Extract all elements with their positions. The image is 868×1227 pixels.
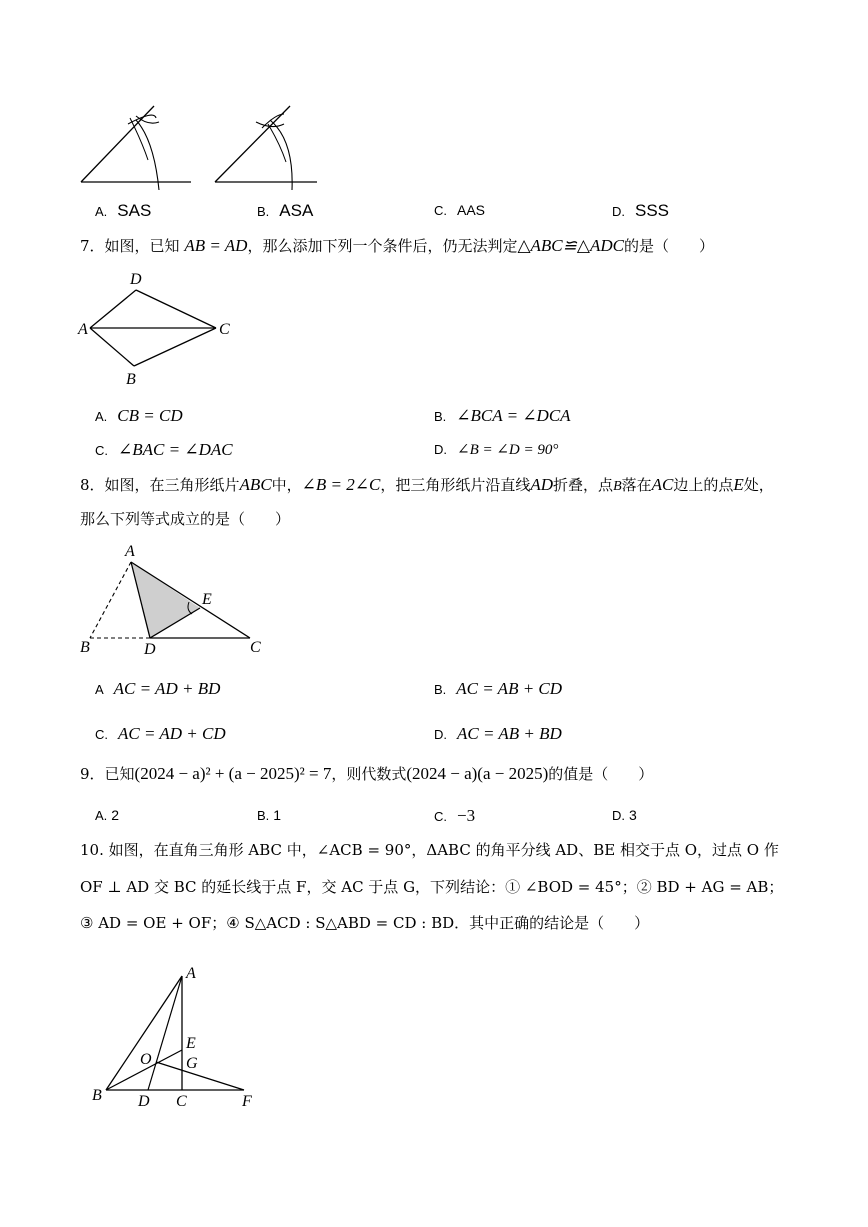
q9-option-d[interactable]: [612, 806, 637, 824]
option-text: 2: [111, 807, 120, 823]
option-label: D.: [434, 727, 447, 742]
option-text: AC = AD + BD: [113, 679, 221, 698]
q8-option-a[interactable]: [95, 679, 220, 699]
label-g: G: [186, 1055, 198, 1072]
stem-text: OF ⊥ AD 交 BC 的延长线于点 F，交 AC 于点 G，下列结论：① ∠BOD = 45°；② BD + AG = AB；: [80, 878, 784, 896]
option-label: D.: [612, 204, 625, 219]
stem-math: B: [613, 479, 622, 494]
option-text: AC = AB + BD: [457, 724, 562, 743]
q8-stem-line2: [80, 508, 290, 530]
option-label: A.: [95, 808, 108, 823]
label-o: O: [140, 1051, 152, 1068]
label-b: B: [80, 639, 90, 656]
option-text: AAS: [457, 202, 486, 218]
label-c: C: [219, 321, 230, 338]
q6-option-c[interactable]: [434, 201, 485, 219]
option-text: ASA: [279, 201, 314, 220]
stem-math: AB = AD: [184, 236, 248, 255]
option-label: A: [95, 682, 104, 697]
q10-figure: [86, 962, 276, 1112]
option-text: 1: [273, 807, 282, 823]
stem-text: 折叠，点: [553, 476, 614, 494]
option-label: B.: [257, 808, 270, 823]
stem-text: 的值是（ ）: [548, 765, 654, 783]
q7-option-d[interactable]: [434, 440, 558, 459]
option-label: C.: [95, 727, 108, 742]
stem-text: 7．如图，已知: [80, 237, 180, 255]
q9-option-a[interactable]: [95, 806, 119, 824]
option-label: B.: [257, 204, 270, 219]
q8-figure: [76, 540, 276, 660]
stem-text: ③ AD = OE + OF；④ S△ACD : S△ABD = CD : BD．其中正确的结论是（ ）: [80, 914, 650, 932]
label-e: E: [186, 1035, 196, 1052]
label-c: C: [176, 1093, 187, 1110]
q7-option-a[interactable]: [95, 406, 183, 426]
option-label: A.: [95, 204, 108, 219]
stem-math: ABC: [239, 475, 272, 494]
q7-option-c[interactable]: [95, 440, 233, 460]
stem-math: (2024 − a)(a − 2025): [406, 764, 549, 783]
option-label: D.: [612, 808, 625, 823]
option-text: AC = AD + CD: [118, 724, 226, 743]
q8-option-b[interactable]: [434, 679, 562, 699]
q8-option-c[interactable]: [95, 724, 226, 744]
stem-text: ，则代数式: [331, 765, 407, 783]
q10-stem-line3: [80, 912, 649, 934]
option-text: SAS: [117, 201, 152, 220]
option-label: D.: [434, 442, 447, 457]
label-a: A: [125, 543, 135, 560]
option-label: A.: [95, 409, 108, 424]
option-text: ∠BCA = ∠DCA: [456, 406, 571, 425]
label-d: D: [144, 641, 156, 658]
q6-option-b[interactable]: [257, 201, 313, 221]
q9-option-b[interactable]: [257, 806, 281, 824]
q10-stem-line1: [80, 839, 779, 861]
q6-option-d[interactable]: [612, 201, 669, 221]
stem-math: E: [733, 475, 744, 494]
label-e: E: [202, 591, 212, 608]
option-label: B.: [434, 682, 447, 697]
option-text: SSS: [635, 201, 670, 220]
option-text: CB = CD: [117, 406, 183, 425]
option-text: 3: [629, 807, 637, 823]
stem-text: 那么下列等式成立的是（ ）: [80, 510, 291, 528]
stem-math: (2024 − a)² + (a − 2025)² = 7: [134, 764, 332, 783]
label-c: C: [250, 639, 261, 656]
q8-option-d[interactable]: [434, 724, 562, 744]
stem-text: 10. 如图，在直角三角形 ABC 中，∠ACB = 90°，ΔABC 的角平分线 AD、BE 相交于点 O，过点 O 作: [80, 841, 779, 859]
option-text: ∠B = ∠D = 90°: [457, 442, 559, 458]
stem-math: △ABC≌△ADC: [517, 236, 624, 255]
stem-text: 处，: [743, 476, 774, 494]
option-text: ∠BAC = ∠DAC: [118, 440, 233, 459]
stem-math: AD: [530, 475, 554, 494]
stem-text: ，那么添加下列一个条件后，仍无法判定: [247, 237, 518, 255]
label-b: B: [92, 1087, 102, 1104]
stem-math: ∠B = 2∠C: [301, 475, 381, 494]
option-text: AC = AB + CD: [456, 679, 563, 698]
stem-text: 边上的点: [673, 476, 734, 494]
option-text: −3: [457, 806, 476, 825]
stem-text: ，把三角形纸片沿直线: [380, 476, 531, 494]
stem-text: 8．如图，在三角形纸片: [80, 476, 240, 494]
option-label: B.: [434, 409, 447, 424]
stem-text: 9．已知: [80, 765, 135, 783]
q7-figure: [76, 270, 246, 390]
option-label: C.: [434, 809, 447, 824]
stem-text: 中，: [271, 476, 302, 494]
label-f: F: [242, 1093, 252, 1110]
option-label: C.: [434, 203, 447, 218]
stem-text: 落在: [621, 476, 652, 494]
q6-option-a[interactable]: [95, 201, 151, 221]
q6-figure-a: [76, 100, 196, 190]
q10-stem-line2: [80, 876, 783, 898]
label-b: B: [126, 371, 136, 388]
label-a: A: [78, 321, 88, 338]
q8-stem-line1: [80, 474, 774, 498]
q9-option-c[interactable]: [434, 806, 475, 826]
stem-math: AC: [651, 475, 674, 494]
q7-option-b[interactable]: [434, 406, 571, 426]
label-d: D: [138, 1093, 150, 1110]
q6-figure-b: [212, 100, 332, 190]
option-label: C.: [95, 443, 108, 458]
stem-text: 的是（ ）: [623, 237, 714, 255]
q7-stem: [80, 235, 714, 257]
q9-stem: [80, 763, 653, 785]
label-a: A: [186, 965, 196, 982]
label-d: D: [130, 271, 142, 288]
